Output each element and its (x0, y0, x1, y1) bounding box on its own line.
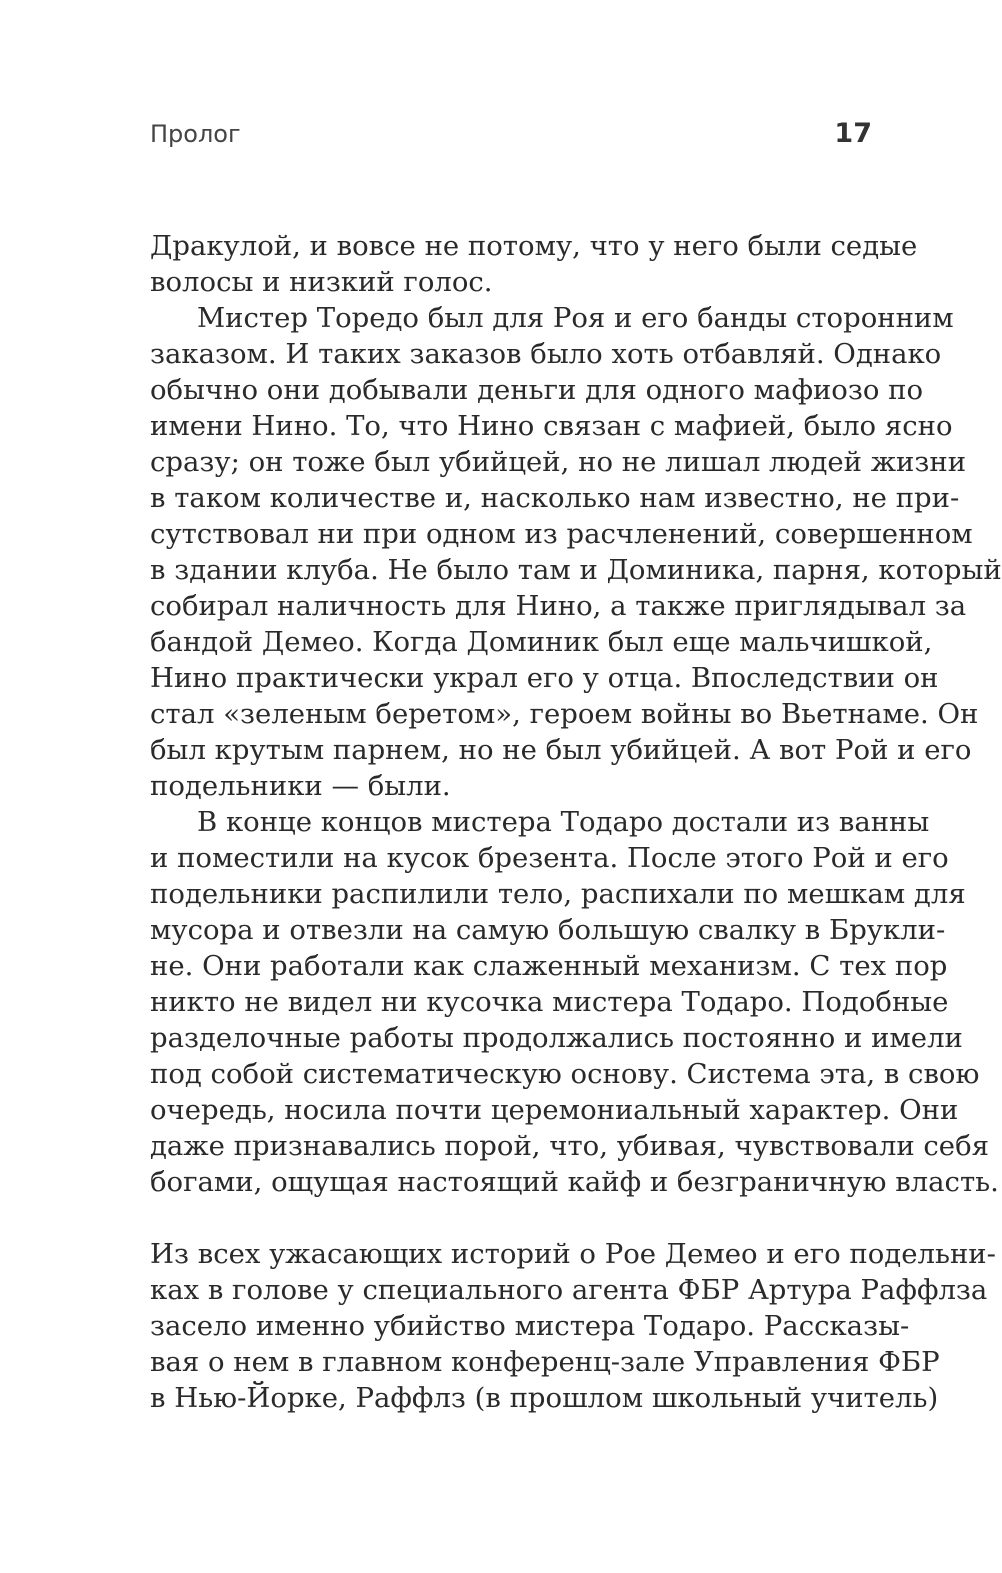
text-line: был крутым парнем, но не был убийцей. А вот Рой и его (150, 734, 972, 766)
text-line: обычно они добывали деньги для одного мафиозо по (150, 374, 924, 406)
body-text (150, 228, 1002, 1416)
text-line: засело именно убийство мистера Тодаро. Рассказы- (150, 1310, 910, 1342)
running-head: Пролог (150, 120, 241, 148)
text-line: Мистер Торедо был для Роя и его банды сторонним (197, 302, 954, 334)
text-line: никто не видел ни кусочка мистера Тодаро. Подобные (150, 986, 949, 1018)
text-line: подельники распилили тело, распихали по мешкам для (150, 878, 966, 910)
text-line: в здании клуба. Не было там и Доминика, парня, который (150, 554, 1002, 586)
paragraph (150, 228, 918, 300)
section-break (150, 1200, 872, 1236)
text-line: мусора и отвезли на самую большую свалку в Брукли- (150, 914, 946, 946)
text-line: не. Они работали как слаженный механизм. С тех пор (150, 950, 948, 982)
text-line: волосы и низкий голос. (150, 266, 493, 298)
text-line: В конце концов мистера Тодаро достали из ванны (197, 806, 930, 838)
page-number: 17 (834, 118, 872, 149)
text-line: сразу; он тоже был убийцей, но не лишал людей жизни (150, 446, 967, 478)
text-line: в таком количестве и, насколько нам известно, не при- (150, 482, 960, 514)
text-line: Дракулой, и вовсе не потому, что у него были седые (150, 230, 918, 262)
text-line: имени Нино. То, что Нино связан с мафией, было ясно (150, 410, 953, 442)
text-line: подельники — были. (150, 770, 451, 802)
text-line: заказом. И таких заказов было хоть отбавляй. Однако (150, 338, 942, 370)
text-line: разделочные работы продолжались постоянно и имели (150, 1022, 963, 1054)
paragraph (150, 804, 999, 1200)
text-line: даже признавались порой, что, убивая, чувствовали себя (150, 1130, 989, 1162)
text-line: и поместили на кусок брезента. После этого Рой и его (150, 842, 949, 874)
text-line: собирал наличность для Нино, а также приглядывал за (150, 590, 967, 622)
text-line: Нино практически украл его у отца. Впоследствии он (150, 662, 939, 694)
text-line: сутствовал ни при одном из расчленений, совершенном (150, 518, 973, 550)
text-line: богами, ощущая настоящий кайф и безграничную власть. (150, 1166, 999, 1198)
paragraph (150, 1236, 996, 1416)
text-line: Из всех ужасающих историй о Рое Демео и его подельни- (150, 1238, 996, 1270)
text-line: ках в голове у специального агента ФБР Артура Раффлза (150, 1274, 988, 1306)
text-line: в Нью-Йорке, Раффлз (в прошлом школьный учитель) (150, 1382, 939, 1414)
text-line: вая о нем в главном конференц-зале Управления ФБР (150, 1346, 940, 1378)
text-line: стал «зеленым беретом», героем войны во Вьетнаме. Он (150, 698, 979, 730)
text-line: очередь, носила почти церемониальный характер. Они (150, 1094, 959, 1126)
page-header (150, 118, 872, 158)
paragraph (150, 300, 1002, 804)
text-line: под собой систематическую основу. Система эта, в свою (150, 1058, 980, 1090)
text-line: бандой Демео. Когда Доминик был еще мальчишкой, (150, 626, 933, 658)
